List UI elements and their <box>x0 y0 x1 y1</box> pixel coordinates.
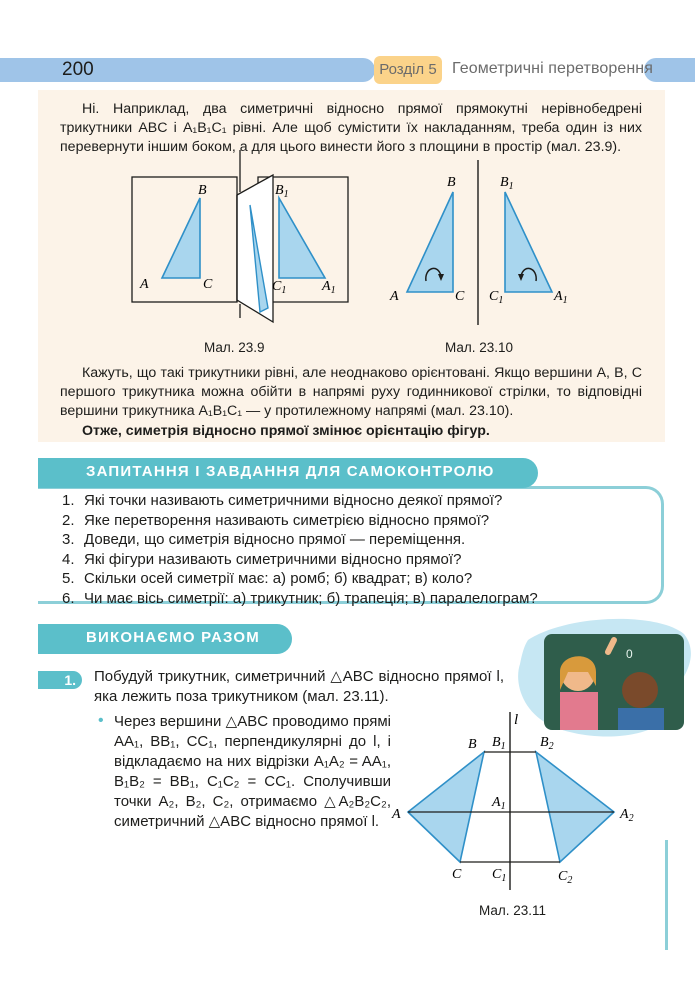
conclusion: Отже, симетрія відносно прямої змінює орієнтацію фігур. <box>82 423 490 439</box>
svg-text:C1: $C_1$ <box>489 289 504 306</box>
svg-text:B1: $B_1$ <box>492 735 506 752</box>
question-item: 5. Скільки осей симетрії має: а) ромб; б) квадрат; в) коло? <box>62 570 473 588</box>
figures-23-9-23-10 <box>120 150 600 360</box>
label-a: A <box>140 277 149 292</box>
figure-23-11 <box>388 712 650 892</box>
question-item: 6. Чи має вісь симетрії: а) трикутник; б) трапеція; в) паралелограм? <box>62 589 538 607</box>
svg-text:C: C <box>452 867 462 882</box>
svg-text:A: A <box>390 289 399 304</box>
question-item: 3. Доведи, що симетрія відносно прямої — переміщення. <box>62 531 466 549</box>
triangle-abc <box>162 198 200 278</box>
question-item: 1. Які точки називають симетричними відносно деякої прямої? <box>62 492 503 509</box>
triangle-abc <box>408 752 484 862</box>
section-title-self-control: ЗАПИТАННЯ І ЗАВДАННЯ ДЛЯ САМОКОНТРОЛЮ <box>86 463 495 480</box>
question-item: 4. Які фігури називають симетричними відносно прямої? <box>62 550 462 568</box>
svg-text:B: B <box>468 737 477 752</box>
caption-23-11: Мал. 23.11 <box>479 903 547 918</box>
label-a1: $A_1$ <box>322 279 336 296</box>
svg-text:0: 0 <box>626 647 633 661</box>
label-c1: $C_1$ <box>272 279 287 296</box>
svg-text:A2: $A_2$ <box>620 807 634 824</box>
triangle-a1b1c1 <box>279 198 325 278</box>
task-number: 1. <box>38 671 82 689</box>
svg-text:A: A <box>392 807 401 822</box>
svg-text:A1: $A_1$ <box>492 795 506 812</box>
question-list <box>62 491 538 609</box>
caption-23-9: Мал. 23.9 <box>204 340 265 355</box>
task-text: Побудуй трикутник, симетричний △ABC відносно прямої l, яка лежить поза трикутником (мал. 23.11). <box>94 668 504 705</box>
solution-steps: Через вершини △ABC проводимо прямі AA₁, BB₁, CC₁, перпендикулярні до l, і відкладаємо на них відрізки A₁A₂ = AA₁, B₁B₂ = BB₁, C₁C₂ = CC₁. Сполучивши точки A₂, B₂, C₂, отримаємо △A₂B₂C₂, симетричний △ABC відносно прямої l. <box>114 713 391 830</box>
svg-text:B2: $B_2$ <box>540 735 554 752</box>
question-item: 2. Яке перетворення називають симетрією відносно прямої? <box>62 511 490 529</box>
page-number: 200 <box>62 59 94 80</box>
bullet-icon: • <box>98 712 104 729</box>
triangle-a2b2c2 <box>536 752 614 862</box>
label-l: l <box>514 712 519 728</box>
chapter-title: Геометричні перетворення <box>452 60 654 77</box>
triangle-abc-2310 <box>407 192 453 292</box>
figure-23-10 <box>389 160 568 325</box>
intro-paragraph-1: Ні. Наприклад, два симетричні відносно прямої прямокутні нерівнобедрені трикутники ABC і A₁B₁C₁ рівні. Але щоб сумістити їх накладанням, треба один із них перевернути іншим боком, а для цього винести його з площини в простір (мал. 23.9). <box>60 101 642 155</box>
label-b: B <box>198 183 207 198</box>
margin-rule <box>665 840 668 950</box>
triangle-a1b1c1-2310 <box>505 192 552 292</box>
header-bar-left <box>0 58 375 82</box>
svg-text:B: B <box>447 175 456 190</box>
svg-text:B1: $B_1$ <box>500 175 514 192</box>
svg-text:C: C <box>455 289 465 304</box>
label-c: C <box>203 277 213 292</box>
label-b1: $B_1$ <box>275 183 289 200</box>
chapter-label: Розділ 5 <box>374 56 442 84</box>
section-title-together: ВИКОНАЄМО РАЗОМ <box>86 629 260 646</box>
svg-text:C1: $C_1$ <box>492 867 507 884</box>
svg-text:C2: $C_2$ <box>558 869 573 886</box>
figure-23-9 <box>132 150 348 322</box>
svg-text:A1: $A_1$ <box>554 289 568 306</box>
intro-paragraph-2: Кажуть, що такі трикутники рівні, але неоднаково орієнтовані. Якщо вершини A, B, C першого трикутника можна обійти в напрямі руху годинникової стрілки, то відповідні вершини трикутника A₁B₁C₁ — у протилежному напрямі (мал. 23.10). <box>60 365 642 419</box>
caption-23-10: Мал. 23.10 <box>445 340 514 355</box>
